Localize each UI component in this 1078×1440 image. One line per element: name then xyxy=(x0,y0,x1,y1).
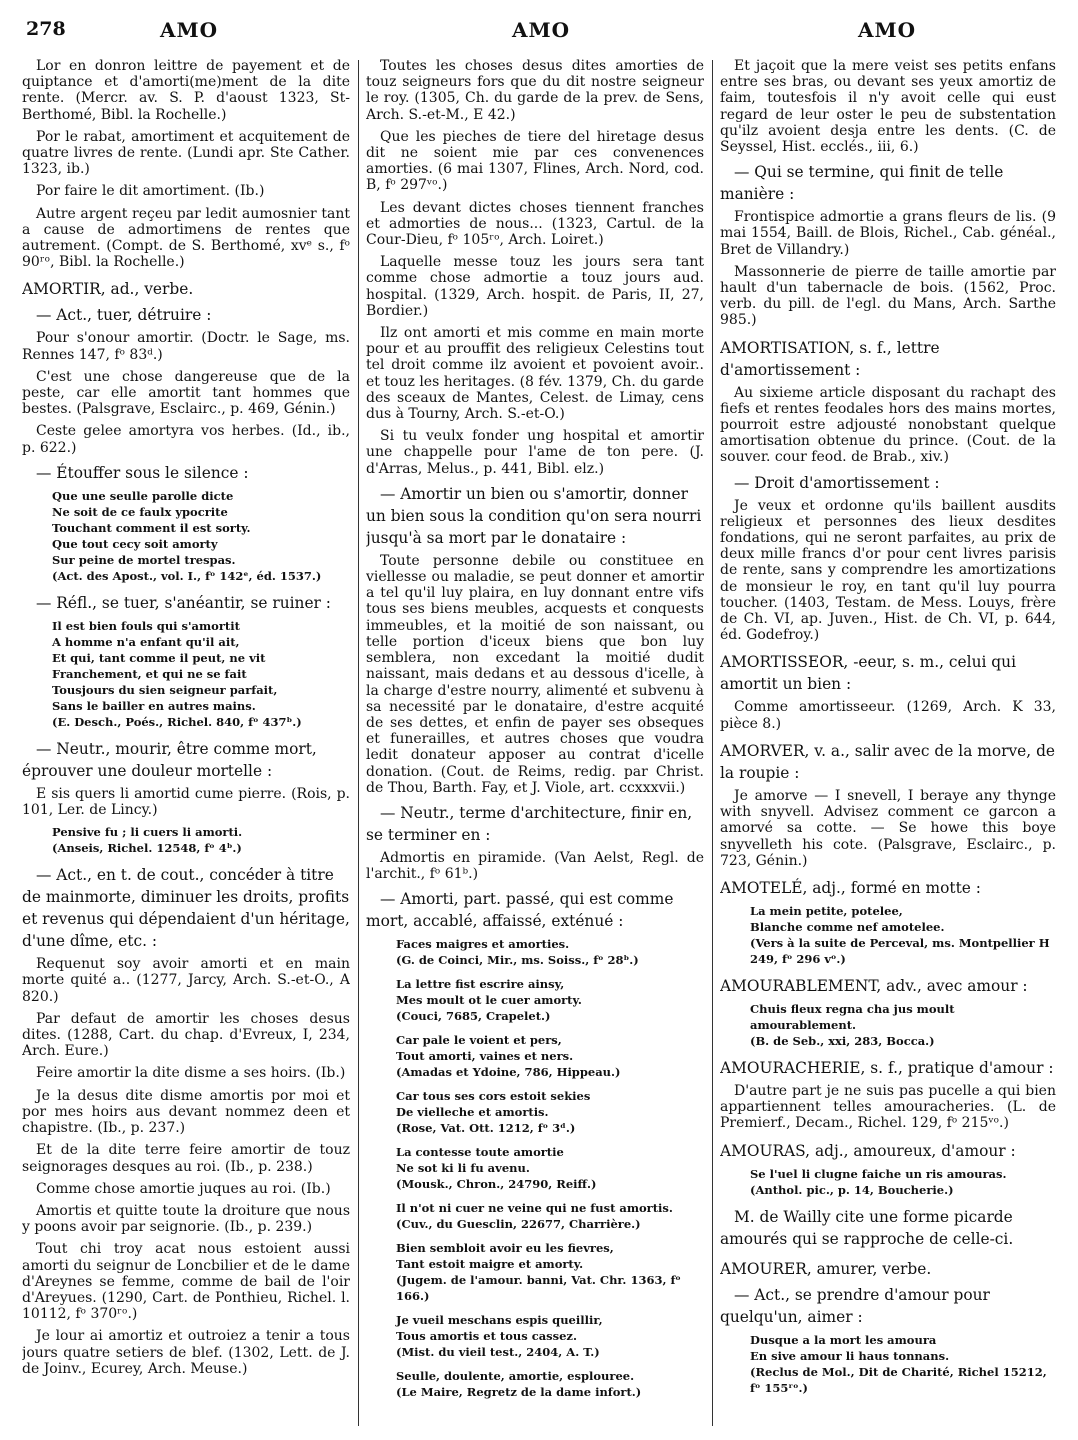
verse-citation: Car pale le voient et pers, Tout amorti, vaines et ners. (Amadas et Ydoine, 786, Hippeau.) xyxy=(396,1033,621,1080)
sense-definition: — Amortir un bien ou s'amortir, donner un bien sous la condition qu'on sera nourri jusqu'à sa mort par le donataire : xyxy=(366,484,702,547)
verse-citation: Seulle, doulente, amortie, esplouree. (Le Maire, Regretz de la dame infort.) xyxy=(396,1369,642,1400)
dictionary-entry-heading: AMORVER, v. a., salir avec de la morve, de la roupie : xyxy=(720,741,1056,782)
sense-definition: — Amorti, part. passé, qui est comme mort, accablé, affaissé, exténué : xyxy=(366,890,674,931)
citation: Et jaçoit que la mere veist ses petits enfans entre ses bras, ou devant ses yeux amortiz de faim, toutesfois il n'y avoit celle qui eust regard de leur oster le peu de substentation qu'ilz avoient desja entre les dents. (C. de Seyssel, Hist. ecclés., iii, 6.) xyxy=(720,58,1056,156)
citation: Pour s'onour amortir. (Doctr. le Sage, ms. Rennes 147, fᵒ 83ᵈ.) xyxy=(22,330,350,363)
citation: Que les pieches de tiere del hiretage desus dit ne soient mie par ces convenences amorties. (6 mai 1307, Flines, Arch. Nord, cod. B, fᵒ 297ᵛᵒ.) xyxy=(366,128,704,194)
page-number: 278 xyxy=(26,18,66,40)
citation: Je amorve — I snevell, I beraye any thynge with snyvell. Advisez comment ce garcon a amorvé sa cotte. — Se howe this boye snyvelleth his cote. (Palsgrave, Esclairc., p. 723, Génin.) xyxy=(720,787,1056,869)
verse-citation: La mein petite, potelee, Blanche comme nef amotelee. (Vers à la suite de Perceval, ms. Montpellier H 249, fᵒ 296 vᵒ.) xyxy=(750,903,1050,966)
citation: Au sixieme article disposant du rachapt des fiefs et rentes feodales hors des mains mortes, pourroit estre adjousté nonobstant quelque amortisation obtenue du prince. (Cout. de la souver. cour feod. de Brab., xiv.) xyxy=(720,384,1056,466)
verse-citation: Car tous ses cors estoit sekies De vielleche et amortis. (Rose, Vat. Ott. 1212, fᵒ 3ᵈ.) xyxy=(396,1089,591,1136)
sense-definition: M. de Wailly cite une forme picarde amourés qui se rapproche de celle-ci. xyxy=(720,1207,1014,1248)
citation: Requenut soy avoir amorti et en main morte quité a.. (1277, Jarcy, Arch. S.-et-O., A 820.) xyxy=(22,956,350,1005)
column-right xyxy=(720,58,1056,1430)
citation: Amortis et quitte toute la droiture que nous y poons avoir par seignorie. (Ib., p. 239.) xyxy=(22,1202,350,1236)
verse-citation: La lettre fist escrire ainsy, Mes moult ot le cuer amorty. (Couci, 7685, Crapelet.) xyxy=(396,977,582,1024)
citation: Por le rabat, amortiment et acquitement de quatre livres de rente. (Lundi apr. Ste Cather. 1323, ib.) xyxy=(22,128,350,178)
sense-definition: — Neutr., mourir, être comme mort, éprouver une douleur mortelle : xyxy=(22,739,317,780)
citation: Les devant dictes choses tiennent franches et admorties de nous... (1323, Cartul. de la Cour-Dieu, fᵒ 105ʳᵒ, Arch. Loiret.) xyxy=(366,199,704,249)
column-divider xyxy=(712,60,713,1426)
running-headword-center: AMO xyxy=(512,18,571,42)
sense-definition: — Étouffer sous le silence : xyxy=(36,463,249,482)
verse-citation: Se l'uel li clugne faiche un ris amouras. (Anthol. pic., p. 14, Boucherie.) xyxy=(750,1166,1007,1197)
citation: Comme chose amortie juques au roi. (Ib.) xyxy=(36,1180,331,1197)
citation: Laquelle messe touz les jours sera tant comme chose admortie a touz jours aud. hospital. (1329, Arch. hospit. de Paris, II, 27, Bordier.) xyxy=(366,254,704,319)
dictionary-entry-heading: AMOURAS, adj., amoureux, d'amour : xyxy=(720,1141,1016,1160)
citation: Lor en donron leittre de payement et de quiptance et d'amorti(me)ment de la dite rente. (Mercr. av. S. P. d'aoust 1323, St-Berthomé, Bibl. la Rochelle.) xyxy=(22,58,350,123)
dictionary-entry-heading: AMORTISSEOR, -eeur, s. m., celui qui amortit un bien : xyxy=(720,653,1016,694)
verse-citation: La contesse toute amortie Ne sot ki li fu avenu. (Mousk., Chron., 24790, Reiff.) xyxy=(396,1145,597,1192)
citation: C'est une chose dangereuse que de la peste, car elle amortit tant hommes que bestes. (Palsgrave, Esclairc., p. 469, Génin.) xyxy=(22,368,350,418)
citation: Je lour ai amortiz et outroiez a tenir a tous jours quatre setiers de blef. (1302, Lett. de J. de Joinv., Ecurey, Arch. Meuse.) xyxy=(22,1328,350,1377)
verse-citation: Que une seulle parolle dicte Ne soit de ce faulx ypocrite Touchant comment il est sorty. Que tout cecy soit amorty Sur peine de mortel trespas. (Act. des Apost., vol. I., fᵒ 142ᵉ, éd. 1537.) xyxy=(52,488,322,583)
verse-citation: Pensive fu ; li cuers li amorti. (Anseis, Richel. 12548, fᵒ 4ᵇ.) xyxy=(52,825,243,856)
verse-citation: Il n'ot ni cuer ne veine qui ne fust amortis. (Cuv., du Guesclin, 22677, Charrière.) xyxy=(396,1201,673,1232)
dictionary-entry-heading: AMORTISATION, s. f., lettre d'amortissement : xyxy=(720,338,940,379)
dictionary-entry-heading: AMOTELÉ, adj., formé en motte : xyxy=(720,878,981,897)
citation: Por faire le dit amortiment. (Ib.) xyxy=(36,183,265,200)
citation: Je veux et ordonne qu'ils baillent ausdits religieux et personnes des lieux desdites fondations, qui ne seront parfaites, au prix de deux mille francs d'or pour cent livres parisis de rente, sans y comprendre les amortizations de monsieur le roy, en tant qu'il luy pourra toucher. (1403, Testam. de Mess. Louys, frère de Ch. VI, ap. Juven., Hist. de Ch. VI, p. 644, éd. Godefroy.) xyxy=(720,497,1056,644)
column-divider xyxy=(358,60,359,1426)
citation: D'autre part je ne suis pas pucelle a qui bien appartiennent telles amouracheries. (L. de Premierf., Decam., Richel. 129, fᵒ 215ᵛᵒ.) xyxy=(720,1082,1056,1132)
citation: Feire amortir la dite disme a ses hoirs. (Ib.) xyxy=(36,1065,346,1082)
verse-citation: Faces maigres et amorties. (G. de Coinci, Mir., ms. Soiss., fᵒ 28ᵇ.) xyxy=(396,937,639,968)
citation: Frontispice admortie a grans fleurs de lis. (9 mai 1554, Baill. de Blois, Richel., Cab. généal., Bret de Villandry.) xyxy=(720,209,1056,258)
dictionary-entry-heading: AMOURABLEMENT, adv., avec amour : xyxy=(720,976,1028,995)
sense-definition: — Act., en t. de cout., concéder à titre de mainmorte, diminuer les droits, profits et revenus qui dépendaient d'un héritage, d'une dîme, etc. : xyxy=(22,866,350,951)
verse-citation: Dusque a la mort les amoura En sive amour li haus tonnans. (Reclus de Mol., Dit de Charité, Richel 15212, fᵒ 155ʳᵒ.) xyxy=(750,1332,1047,1395)
citation: Et de la dite terre feire amortir de touz seignorages desques au roi. (Ib., p. 238.) xyxy=(22,1142,350,1175)
citation: Je la desus dite disme amortis por moi et por mes hoirs aus devant nommez deen et chapistre. (Ib., p. 237.) xyxy=(22,1087,350,1137)
citation: Comme amortisseeur. (1269, Arch. K 33, pièce 8.) xyxy=(720,699,1056,732)
sense-definition: — Qui se termine, qui finit de telle manière : xyxy=(720,163,1004,204)
running-headword-right: AMO xyxy=(858,18,917,42)
column-left xyxy=(22,58,350,1430)
verse-citation: Je vueil meschans espis queillir, Tous amortis et tous cassez. (Mist. du vieil test., 2404, A. T.) xyxy=(396,1313,603,1360)
citation: Autre argent reçeu par ledit aumosnier tant a cause de admortimens de rentes que autrement. (Compt. de S. Berthomé, xvᵉ s., fᵒ 90ʳᵒ, Bibl. la Rochelle.) xyxy=(22,205,350,271)
dictionary-entry-heading: AMORTIR, ad., verbe. xyxy=(22,280,194,299)
sense-definition: — Act., tuer, détruire : xyxy=(36,306,212,325)
sense-definition: — Neutr., terme d'architecture, finir en, se terminer en : xyxy=(366,803,693,844)
citation: Toutes les choses desus dites amorties de touz seigneurs fors que du dit nostre seigneur le roy. (1305, Ch. du garde de la prev. de Sens, Arch. S.-et-M., E 42.) xyxy=(366,58,704,123)
citation: Ceste gelee amortyra vos herbes. (Id., ib., p. 622.) xyxy=(22,423,350,456)
dictionary-entry-heading: AMOURER, amurer, verbe. xyxy=(720,1259,932,1278)
citation: Tout chi troy acat nous estoient aussi amorti du seignur de Loncbilier et de le dame d'Areynes se femme, comme de bail de l'oir d'Areyues. (1290, Cart. de Ponthieu, Richel. l. 10112, fᵒ 370ʳᵒ.) xyxy=(22,1241,350,1323)
running-headword-left: AMO xyxy=(160,18,219,42)
citation: Si tu veulx fonder ung hospital et amortir une chappelle pour l'ame de ton pere. (J. d'Arras, Melus., p. 441, Bibl. elz.) xyxy=(366,428,704,477)
verse-citation: Chuis fleux regna cha jus moult amourablement. (B. de Seb., xxi, 283, Bocca.) xyxy=(750,1001,955,1048)
citation: Par defaut de amortir les choses desus dites. (1288, Cart. du chap. d'Evreux, I, 234, Arch. Eure.) xyxy=(22,1010,350,1060)
running-header xyxy=(0,18,1078,52)
sense-definition: — Réfl., se tuer, s'anéantir, se ruiner : xyxy=(36,593,331,612)
citation: E sis quers li amortid cume pierre. (Rois, p. 101, Ler. de Lincy.) xyxy=(22,785,350,819)
column-center xyxy=(366,58,704,1430)
citation: Admortis en piramide. (Van Aelst, Regl. de l'archit., fᵒ 61ᵇ.) xyxy=(366,849,704,883)
citation: Toute personne debile ou constituee en viellesse ou maladie, se peut donner et amortir a tel qu'il luy plaira, en luy donnant entre vifs tous ses biens meubles, acquests et conquests immeubles, et la moitié de son naissant, ou telle portion d'iceux biens que bon luy semblera, non excedant la moitié dudit naissant, mais dedans et au dessous d'icelle, à la charge d'estre nourry, alimenté et subvenu à sa necessité par le donataire, d'estre acquité de ses dettes, et enfin de payer ses obseques et funerailles, et autres choses que voudra ledit donateur apposer au contrat d'icelle donation. (Cout. de Reims, redig. par Christ. de Thou, Barth. Fay, et J. Viole, art. ccxxxvii.) xyxy=(366,552,704,796)
citation: Ilz ont amorti et mis comme en main morte pour et au prouffit des religieux Celestins tout tel droit comme ilz avoient et povoient avoir.. et touz les heritages. (8 fév. 1379, Ch. du garde des sceaux de Mantes, Celest. de Limay, cens dus à Tourny, Arch. S.-et-O.) xyxy=(366,325,704,423)
sense-definition: — Act., se prendre d'amour pour quelqu'un, aimer : xyxy=(720,1285,990,1326)
verse-citation: Bien sembloit avoir eu les fievres, Tant estoit maigre et amorty. (Jugem. de l'amour. banni, Vat. Chr. 1363, fᵒ 166.) xyxy=(396,1241,681,1304)
sense-definition: — Droit d'amortissement : xyxy=(734,473,940,492)
verse-citation: Il est bien fouls qui s'amortit A homme n'a enfant qu'il ait, Et qui, tant comme il peut, ne vit Franchement, et qui ne se fait Tousjours du sien seigneur parfait, Sans le bailler en autres mains. (E. Desch., Poés., Richel. 840, fᵒ 437ᵇ.) xyxy=(52,618,302,729)
dictionary-entry-heading: AMOURACHERIE, s. f., pratique d'amour : xyxy=(720,1058,1054,1077)
citation: Massonnerie de pierre de taille amortie par hault d'un tabernacle de bois. (1562, Proc. verb. du pill. de l'egl. du Mans, Arch. Sarthe 985.) xyxy=(720,263,1056,329)
